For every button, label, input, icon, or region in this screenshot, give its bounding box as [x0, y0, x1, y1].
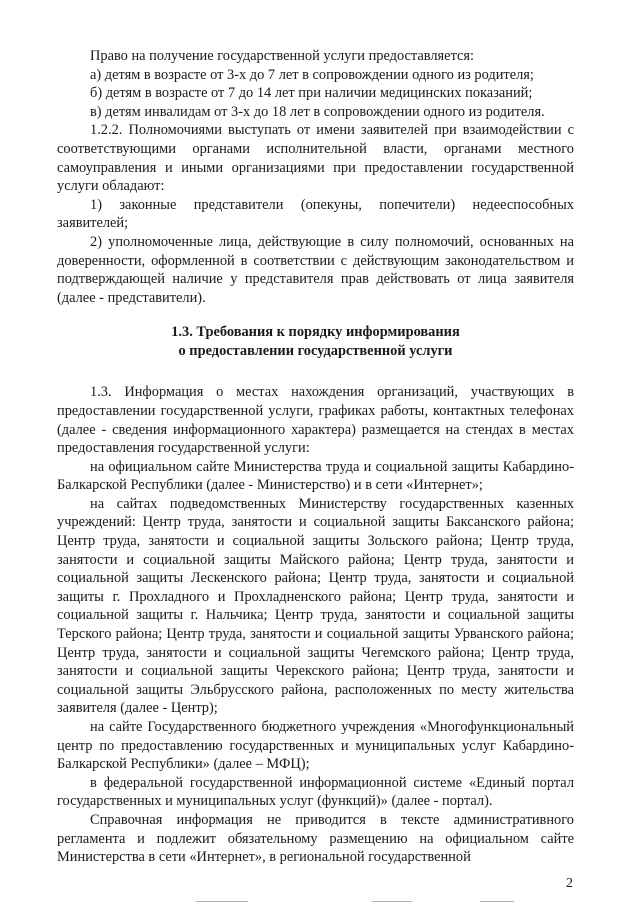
paragraph: в федеральной государственной информационной системе «Единый портал государственных и муниципальных услуг (функций)» (далее - портал).: [57, 774, 574, 810]
section-heading-line: 1.3. Требования к порядку информирования: [171, 324, 460, 341]
list-item: в) детям инвалидам от 3-х до 18 лет в сопровождении одного из родителя.: [90, 103, 545, 120]
paragraph: 1.2.2. Полномочиями выступать от имени заявителей при взаимодействии с соответствующими органами исполнительной власти, органами местного самоуправления и иными организациями при предоставлении государственной услуги обладают:: [57, 122, 574, 195]
page-number: 2: [566, 876, 573, 891]
list-item: 1) законные представители (опекуны, попечители) недееспособных заявителей;: [57, 196, 574, 232]
paragraph: Право на получение государственной услуги предоставляется:: [90, 48, 475, 64]
scan-artifact: [196, 901, 248, 902]
list-item: а) детям в возрасте от 3-х до 7 лет в сопровождении одного из родителя;: [90, 66, 534, 83]
scan-artifact: [372, 901, 412, 902]
document-body: [57, 47, 574, 867]
paragraph: на сайте Государственного бюджетного учреждения «Многофункциональный центр по предоставлению государственных и муниципальных услуг Кабардино-Балкарской Республики» (далее – МФЦ);: [57, 719, 574, 773]
paragraph: на официальном сайте Министерства труда и социальной защиты Кабардино-Балкарской Республики (далее - Министерство) и в сети «Интернет»;: [57, 458, 574, 494]
list-item: б) детям в возрасте от 7 до 14 лет при наличии медицинских показаний;: [90, 85, 533, 102]
section-heading: [57, 323, 574, 361]
paragraph: Справочная информация не приводится в тексте административного регламента и подлежит обязательному размещению на официальном сайте Министерства в сети «Интернет», в региональной государственной: [57, 811, 574, 866]
paragraph: на сайтах подведомственных Министерству государственных казенных учреждений: Центр труда, занятости и социальной защиты Баксанского района; Центр труда, занятости и социальной защиты Зольского района; Центр труда, занятости и социальной защиты Майского района; Центр труда, занятости и социальной защиты Лескенского района; Центр труда, занятости и социальной защиты г. Прохладного и Прохладненского района; Центр труда, занятости и социальной защиты г. Нальчика; Центр труда, занятости и социальной защиты Терского района; Центр труда, занятости и социальной защиты Урванского района; Центр труда, занятости и социальной защиты Чегемского района; Центр труда, занятости и социальной защиты Черекского района; Центр труда, занятости и социальной защиты Эльбрусского района, расположенных по месту жительства заявителя (далее - Центр);: [57, 495, 574, 717]
paragraph: 1.3. Информация о местах нахождения организаций, участвующих в предоставлении государственной услуги, графиках работы, контактных телефонах (далее - сведения информационного характера) размещается на стендах в местах предоставления государственной услуги:: [57, 384, 574, 457]
section-heading-line: о предоставлении государственной услуги: [178, 343, 453, 360]
list-item: 2) уполномоченные лица, действующие в силу полномочий, основанных на доверенности, оформленной в соответствии с действующим законодательством и подтверждающей наличие у представителя прав действовать от лица заявителя (далее - представители).: [57, 233, 574, 306]
scan-artifact: [480, 901, 514, 902]
